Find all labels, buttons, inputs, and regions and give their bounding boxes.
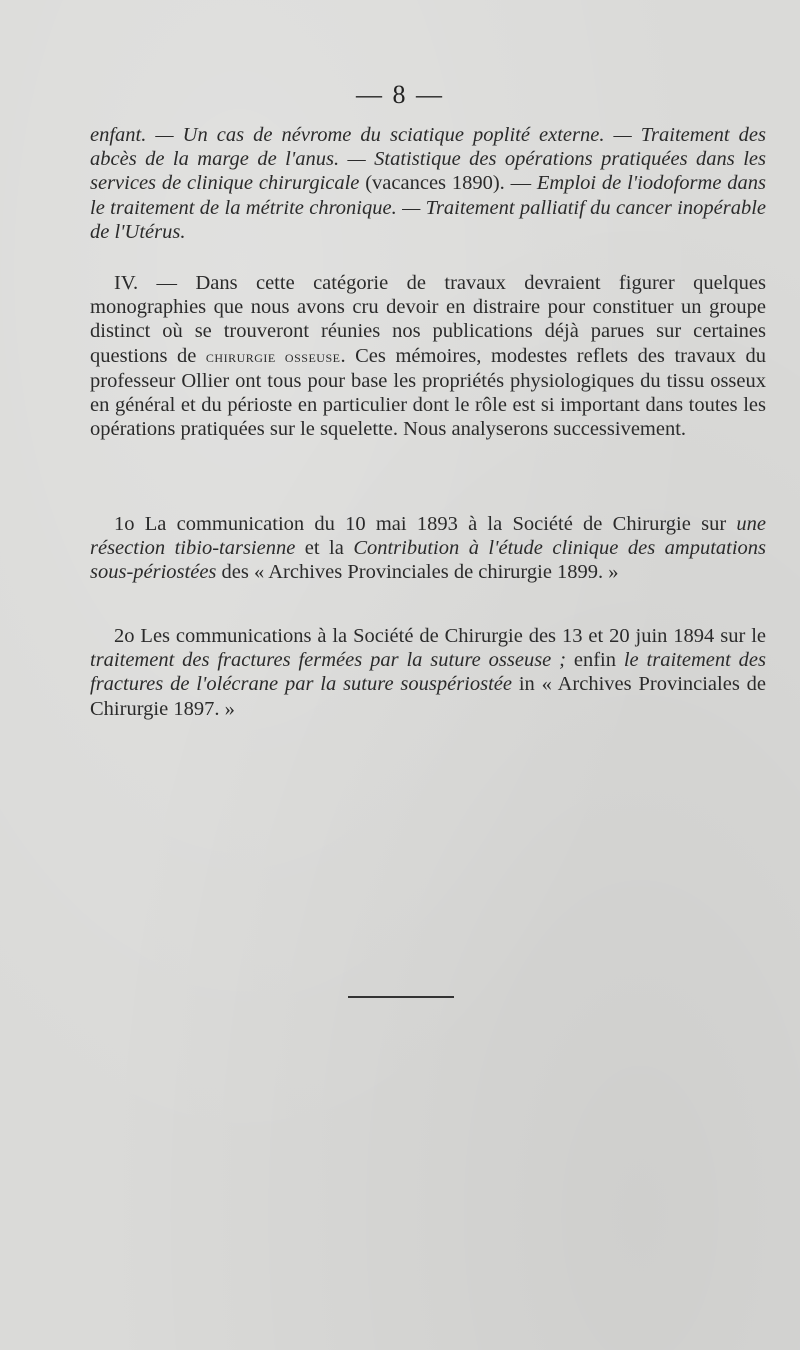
item2-e: in « Archives Provinciales de Chirurgie 1897. » xyxy=(90,673,767,720)
continuation-italic: enfant. — Un cas de névrome du sciatique poplité externe. — Traitement des abcès de la marge de l'anus. — Statistique des opérations pratiquées dans les services de clinique chirurgicale xyxy=(90,124,766,195)
item2-c: enfin xyxy=(565,649,624,672)
item2-d: le traitement des fractures de l'olécrane par la suture souspériostée xyxy=(90,649,766,696)
item1-b: une résection tibio-tarsienne xyxy=(90,513,766,560)
item1-a: 1o La communication du 10 mai 1893 à la Société de Chirurgie sur xyxy=(114,513,737,535)
item1-d: Contribution à l'étude clinique des amputations sous-périostées xyxy=(90,537,767,584)
paragraph-iv xyxy=(90,271,766,441)
item1-e: des « Archives Provinciales de chirurgie 1899. » xyxy=(216,561,619,584)
continuation-tail: (vacances 1890). — xyxy=(359,172,537,195)
item2-a: 2o Les communications à la Société de Chirurgie des 13 et 20 juin 1894 sur le xyxy=(114,625,766,647)
paragraph-item-2 xyxy=(90,624,766,721)
closing-rule xyxy=(348,996,454,998)
iv-smallcaps: chirurgie osseuse xyxy=(205,346,341,366)
item2-b: traitement des fractures fermées par la suture osseuse ; xyxy=(90,649,566,672)
iv-tail: . Ces mémoires, modestes reflets des travaux du professeur Ollier ont tous pour base les propriétés physiologiques du tissu osseux en général et du périoste en particulier dont le rôle est si important dans toutes les opérations pratiquées sur le squelette. Nous analyserons successivement. xyxy=(90,344,766,441)
iv-lead: IV. — Dans cette catégorie de travaux devraient figurer quelques monographies que nous avons cru devoir en distraire pour constituer un groupe distinct où se trouveront réunies nos publications déjà parues sur certaines questions de xyxy=(90,272,766,367)
paragraph-item-1 xyxy=(90,512,766,585)
continuation-italic-2: Emploi de l'iodoforme dans le traitement de la métrite chronique. — Traitement palliatif du cancer inopérable de l'Utérus. xyxy=(90,172,766,243)
paragraph-continuation xyxy=(90,123,766,244)
item1-c: et la xyxy=(295,537,354,560)
page-number: — 8 — xyxy=(356,80,444,109)
